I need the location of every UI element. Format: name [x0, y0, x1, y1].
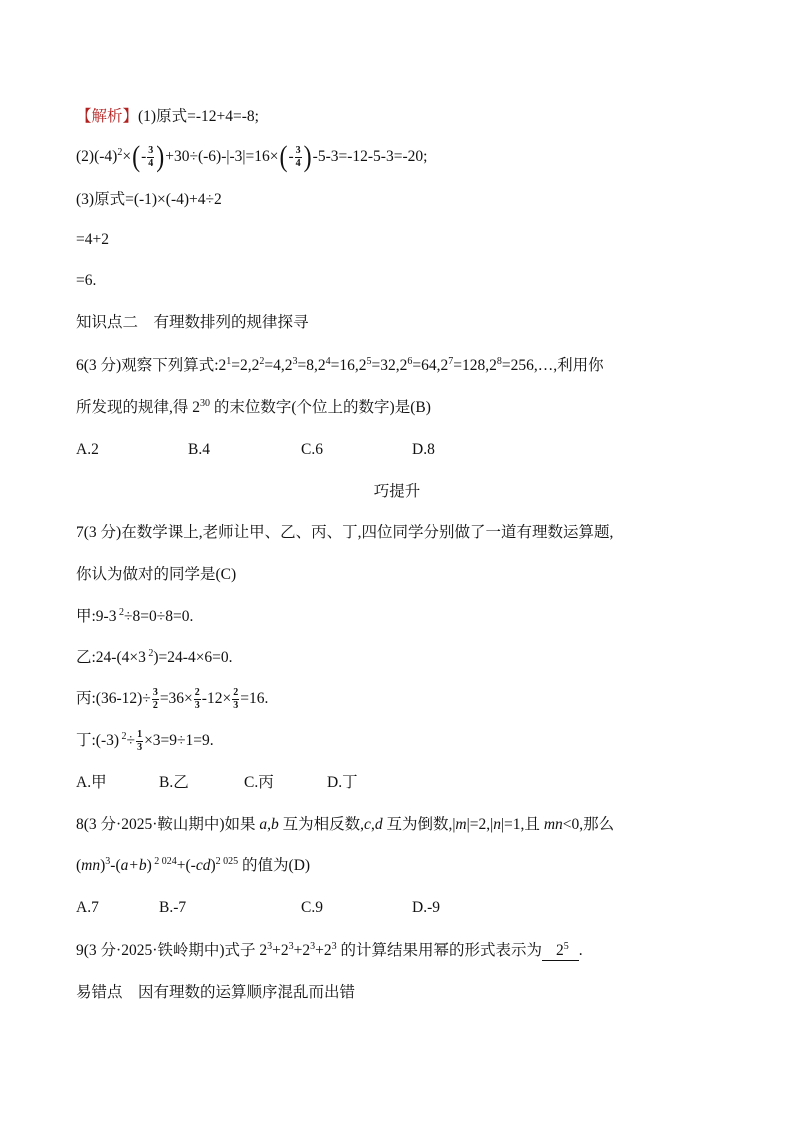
option-b: B.乙 [159, 774, 189, 791]
option-b: B.-7 [159, 899, 187, 916]
fraction-numerator: 2 [194, 687, 200, 698]
q8-text: -( [110, 857, 121, 874]
option-c: C.6 [301, 441, 323, 458]
var-b: b [271, 816, 279, 833]
analysis-line-3: (3)原式=(-1)×(-4)+4÷2 [76, 191, 222, 208]
q7-text: ×3=9÷1=9. [144, 732, 214, 750]
fraction-numerator: 1 [137, 729, 143, 740]
fraction-numerator: 3 [152, 687, 158, 698]
question-9 [76, 940, 583, 962]
q9-text: 的计算结果用幂的形式表示为 [336, 942, 543, 959]
expr-text: (2)(-4) [76, 148, 118, 166]
q8-text: 互为倒数,| [382, 816, 456, 833]
option-a: A.7 [76, 899, 99, 916]
q6-text: =64,2 [412, 357, 449, 374]
fraction [232, 688, 239, 711]
q8-text: , [267, 816, 272, 833]
expr-text: -5-3=-12-5-3=-20; [312, 148, 428, 166]
q9-text: +2 [315, 942, 332, 959]
question-6-line-1 [76, 355, 604, 377]
option-d: D.-9 [412, 899, 440, 916]
exponent: 2 [145, 648, 154, 659]
answer-base: 2 [556, 942, 564, 959]
exponent: 2 [119, 731, 127, 743]
q8-text: ) [210, 857, 216, 874]
q7-text: =16. [240, 690, 269, 708]
exponent: 2 025 [215, 856, 239, 867]
q9-text: . [578, 942, 583, 959]
exponent: 3 [267, 941, 273, 952]
var-n: n [493, 816, 501, 833]
analysis-line-2 [76, 140, 428, 174]
fraction-denominator: 4 [148, 158, 154, 169]
var-cd: cd [195, 857, 211, 874]
question-7-line-1: 7(3 分)在数学课上,老师让甲、乙、丙、丁,四位同学分别做了一道有理数运算题, [76, 524, 614, 541]
q7-text: 乙:24-(4×3 [76, 649, 146, 666]
exponent: 3 [288, 941, 294, 952]
exponent: 5 [366, 356, 372, 367]
question-8-options [76, 897, 716, 919]
q7-text: 丙:(36-12)÷ [76, 690, 151, 708]
knowledge-point-heading: 知识点二 有理数排列的规律探寻 [76, 314, 309, 331]
var-m: m [455, 816, 467, 833]
q6-text: 所发现的规律,得 2 [76, 399, 201, 416]
fraction-denominator: 2 [152, 700, 158, 711]
expr-text: +30÷(-6)-|-3|=16× [165, 148, 279, 166]
fraction-denominator: 3 [233, 700, 239, 711]
var-mn: mn [543, 816, 563, 833]
q7-text: ÷8=0÷8=0. [123, 608, 194, 625]
q8-text: |=1,且 [500, 816, 544, 833]
q9-text: +2 [293, 942, 311, 959]
q8-text: , [370, 816, 375, 833]
var-c: c [364, 816, 371, 833]
question-7-options [76, 772, 716, 794]
option-d: D.8 [412, 441, 435, 458]
minus-sign: - [141, 148, 147, 166]
var-a: a [259, 816, 268, 833]
q9-text: +2 [272, 942, 289, 959]
section-title: 巧提升 [373, 483, 421, 500]
answer-exponent: 5 [563, 941, 569, 952]
right-paren: ) [303, 140, 312, 174]
option-a: A.2 [76, 441, 99, 458]
analysis-line-4: =4+2 [76, 231, 109, 248]
var-d: d [374, 816, 383, 833]
q8-text: 8(3 分·2025·鞍山期中)如果 [76, 816, 260, 833]
exponent: 2 [116, 607, 124, 618]
option-a: A.甲 [76, 774, 107, 791]
expr-text: × [122, 148, 132, 166]
exponent: 7 [448, 356, 454, 367]
exponent: 30 [200, 398, 211, 409]
error-point-heading: 易错点 因有理数的运算顺序混乱而出错 [76, 984, 356, 1001]
q6-text: =4,2 [264, 357, 293, 374]
fraction-denominator: 3 [194, 700, 200, 711]
fraction-denominator: 3 [137, 742, 143, 753]
var-a-plus-b: a+b [120, 857, 147, 874]
q7-text: )=24-4×6=0. [153, 649, 233, 666]
analysis-part-1: (1)原式=-12+4=-8; [138, 108, 259, 125]
exponent: 4 [325, 356, 331, 367]
question-7-line-2: 你认为做对的同学是(C) [76, 566, 237, 583]
option-d: D.丁 [327, 774, 358, 791]
q6-text: =128,2 [453, 357, 497, 374]
q9-text: 9(3 分·2025·铁岭期中)式子 2 [76, 942, 268, 959]
answer-blank [542, 942, 579, 961]
q7-text: -12× [201, 690, 232, 708]
fraction [147, 146, 154, 169]
exponent: 2 [117, 147, 123, 159]
q7-text: 丁:(-3) [76, 732, 120, 750]
exponent: 2 024 [151, 856, 177, 867]
exponent: 3 [310, 941, 316, 952]
question-7-ding [76, 730, 214, 753]
q6-text: =16,2 [330, 357, 367, 374]
question-8-line-2 [76, 855, 310, 877]
q8-text: +(- [176, 857, 196, 874]
fraction [194, 688, 201, 711]
analysis-line-1 [76, 106, 259, 128]
option-c: C.丙 [244, 774, 274, 791]
fraction-denominator: 4 [295, 158, 301, 169]
minus-sign: - [288, 148, 294, 166]
left-paren: ( [279, 140, 288, 174]
q8-text: |=2,| [466, 816, 494, 833]
question-6-options [76, 439, 716, 461]
fraction [295, 146, 302, 169]
exponent: 1 [226, 356, 232, 367]
exponent: 2 [259, 356, 265, 367]
exponent: 3 [105, 856, 111, 867]
analysis-tag: 【解析】 [76, 108, 139, 125]
question-7-yi [76, 647, 233, 669]
question-7-bing [76, 688, 268, 711]
exponent: 3 [331, 941, 337, 952]
q8-text: <0,那么 [562, 816, 615, 833]
q6-text: =2,2 [231, 357, 260, 374]
exponent: 3 [292, 356, 298, 367]
q6-text: =256,…,利用你 [501, 357, 604, 374]
option-c: C.9 [301, 899, 323, 916]
q8-text: 互为相反数, [278, 816, 365, 833]
q7-text: 甲:9-3 [76, 608, 117, 625]
fraction [136, 730, 143, 753]
fraction-numerator: 2 [233, 687, 239, 698]
q7-text: ÷ [126, 732, 136, 750]
fraction [152, 688, 159, 711]
question-7-jia [76, 606, 193, 628]
exponent: 8 [496, 356, 502, 367]
q8-text: ) [100, 857, 106, 874]
q6-text: 6(3 分)观察下列算式:2 [76, 357, 227, 374]
q6-text: =32,2 [371, 357, 408, 374]
question-8-line-1 [76, 814, 614, 836]
question-6-line-2 [76, 397, 431, 419]
exponent: 6 [407, 356, 413, 367]
q8-text: 的值为(D) [238, 857, 311, 874]
right-paren: ) [156, 140, 165, 174]
q6-text: =8,2 [297, 357, 326, 374]
q6-text: 的末位数字(个位上的数字)是(B) [210, 399, 431, 416]
fraction-numerator: 3 [295, 145, 301, 156]
analysis-line-5: =6. [76, 272, 97, 289]
q8-text: ( [76, 857, 82, 874]
q8-text: ) [146, 857, 152, 874]
var-mn: mn [81, 857, 101, 874]
option-b: B.4 [188, 441, 210, 458]
q7-text: =36× [159, 690, 193, 708]
left-paren: ( [132, 140, 141, 174]
fraction-numerator: 3 [148, 145, 154, 156]
